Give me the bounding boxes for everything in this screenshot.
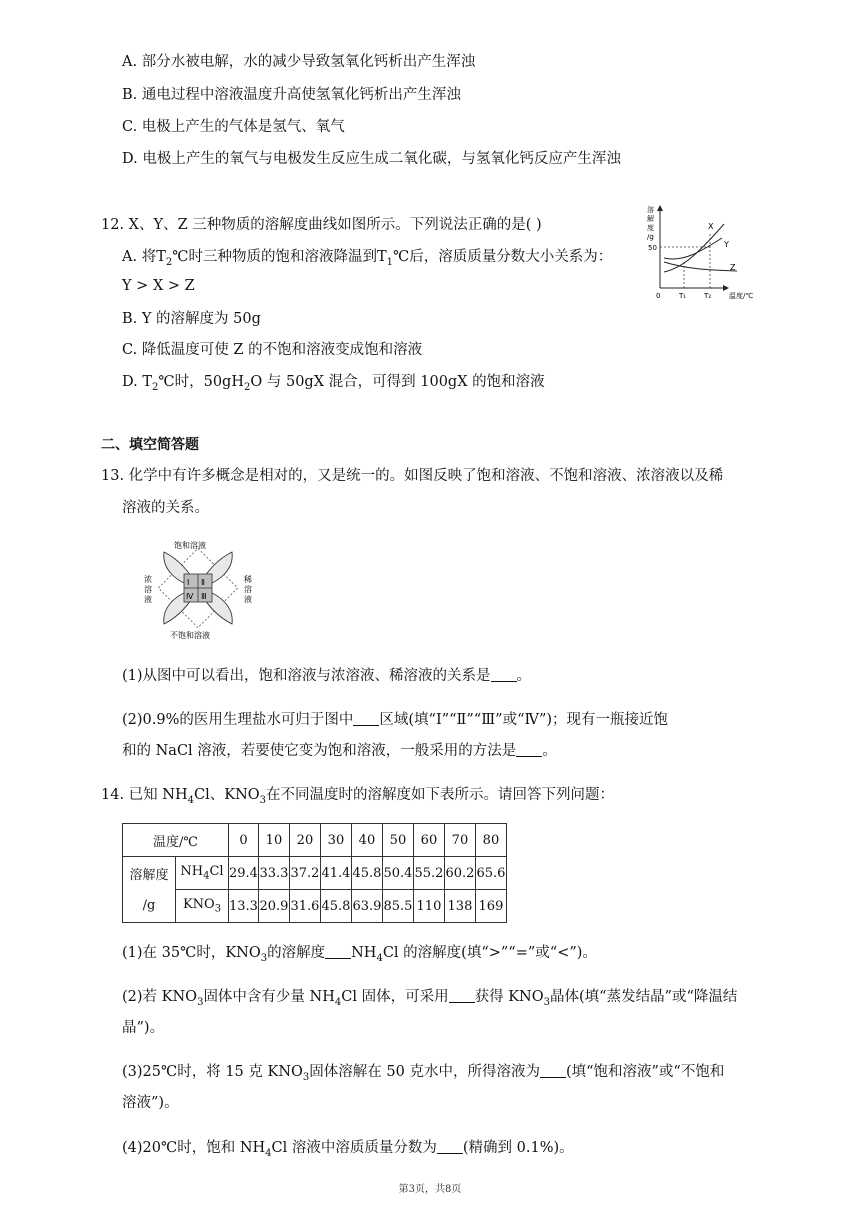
temp-cell: 30 (320, 824, 351, 857)
q13-stem: 13. 化学中有许多概念是相对的，又是统一的。如图反映了饱和溶液、不饱和溶液、浓溶液以及稀 (101, 468, 724, 484)
graph-y50-label: 50 (648, 244, 657, 252)
graph-origin: 0 (656, 292, 661, 300)
q11-option-c: C. 电极上产生的气体是氢气、氧气 (122, 119, 345, 135)
q12-stem: 12. X、Y、Z 三种物质的溶解度曲线如图所示。下列说法正确的是( ) (101, 217, 542, 233)
q12-option-a: A. 将$T_2℃$时三种物质的饱和溶液降温到$T_1℃$后，溶质质量分数大小关系为： (122, 249, 613, 268)
temp-cell: 0 (229, 824, 259, 857)
q12-option-c: C. 降低温度可使 Z 的不饱和溶液变成饱和溶液 (122, 342, 423, 358)
table-row (123, 824, 507, 857)
temp-cell: 20 (289, 824, 320, 857)
region-2: Ⅱ (201, 578, 205, 587)
page-footer: 第3页，共8页 (398, 1184, 462, 1195)
q13-part-2: (2)0.9%的医用生理盐水可归于图中 区域(填“Ⅰ”“Ⅱ”“Ⅲ”或“Ⅳ”)；现有一瓶接近饱 (122, 712, 669, 728)
q12-option-a-cont: Y > X > Z (122, 278, 195, 294)
q11-option-a: A. 部分水被电解，水的减少导致氢氧化钙析出产生浑浊 (122, 54, 476, 70)
answer-blank[interactable] (353, 711, 379, 726)
solubility-label: 溶解度 (123, 857, 176, 890)
section-heading: 二、填空简答题 (101, 437, 199, 453)
answer-blank[interactable] (491, 667, 517, 682)
q14-part-3: (3)25℃时，将 15 克 $KNO_3$固体溶解在 50 克水中，所得溶液为 (填“饱和溶液”或“不饱和 (122, 1064, 725, 1083)
label-unsaturated: 不饱和溶液 (170, 631, 210, 640)
graph-t1-label: T₁ (679, 292, 687, 300)
q14-part-2: (2)若 $KNO_3$固体中含有少量 $NH_4Cl$ 固体，可采用 获得 $KNO_3$晶体(填“蒸发结晶”或“降温结 (122, 989, 738, 1008)
kno3-cell: 31.6 (289, 890, 320, 923)
curve-z (664, 262, 737, 271)
graph-ylabel-4: /g (647, 233, 654, 241)
nh4cl-cell: 29.4 (229, 857, 259, 890)
temp-cell: 60 (413, 824, 444, 857)
region-4: Ⅳ (186, 592, 194, 601)
curve-x-label: X (708, 222, 714, 231)
region-1: Ⅰ (187, 578, 190, 587)
row-label-kno3: $KNO_3$ (176, 890, 229, 923)
kno3-cell: 169 (475, 890, 506, 923)
region-3: Ⅲ (201, 592, 207, 601)
q14-stem: 14. 已知 $NH_4Cl$、$KNO_3$在不同温度时的溶解度如下表所示。请回答下列问题： (101, 787, 615, 806)
solubility-curve-graph (642, 200, 762, 308)
temp-header: 温度/℃ (123, 824, 229, 857)
q11-option-d: D. 电极上产生的氧气与电极发生反应生成二氧化碳，与氢氧化钙反应产生浑浊 (122, 151, 621, 167)
temp-cell: 40 (351, 824, 382, 857)
curve-z-label: Z (730, 263, 736, 272)
q11-option-b: B. 通电过程中溶液温度升高使氢氧化钙析出产生浑浊 (122, 87, 461, 103)
graph-ylabel-1: 溶 (647, 206, 654, 214)
q12-option-b: B. Y 的溶解度为 50g (122, 311, 261, 327)
q12-option-d: D. $T_2℃$时，$50gH_2O$ 与 50gX 混合，可得到 100gX 的饱和溶液 (122, 374, 545, 393)
label-dilute-1: 稀 (244, 575, 252, 584)
label-concentrated-2: 溶 (144, 585, 152, 594)
kno3-cell: 45.8 (320, 890, 351, 923)
graph-ylabel-3: 度 (647, 224, 654, 232)
solution-venn-diagram (140, 538, 260, 646)
table-row (123, 890, 507, 923)
nh4cl-cell: 50.4 (382, 857, 413, 890)
q14-part-3-cont: 溶液”)。 (122, 1095, 179, 1111)
kno3-cell: 63.9 (351, 890, 382, 923)
graph-t2-label: T₂ (704, 292, 712, 300)
curve-y-label: Y (724, 240, 729, 249)
nh4cl-cell: 37.2 (289, 857, 320, 890)
q14-part-4: (4)20℃时，饱和 $NH_4Cl$ 溶液中溶质质量分数为 (精确到 0.1%)。 (122, 1140, 574, 1159)
kno3-cell: 20.9 (258, 890, 289, 923)
q13-stem-cont: 溶液的关系。 (122, 500, 209, 516)
kno3-cell: 13.3 (229, 890, 259, 923)
row-label-nh4cl: $NH_4Cl$ (176, 857, 229, 890)
table-row (123, 857, 507, 890)
nh4cl-cell: 33.3 (258, 857, 289, 890)
q13-part-1: (1)从图中可以看出，饱和溶液与浓溶液、稀溶液的关系是 。 (122, 668, 532, 684)
q14-part-2-cont: 晶”)。 (122, 1020, 165, 1036)
label-concentrated-1: 浓 (144, 575, 152, 584)
nh4cl-cell: 55.2 (413, 857, 444, 890)
answer-blank[interactable] (437, 1139, 463, 1154)
nh4cl-cell: 41.4 (320, 857, 351, 890)
nh4cl-cell: 45.8 (351, 857, 382, 890)
nh4cl-cell: 65.6 (475, 857, 506, 890)
solubility-table (122, 823, 507, 923)
solubility-unit: /g (123, 890, 176, 923)
kno3-cell: 138 (444, 890, 475, 923)
label-dilute-3: 液 (244, 595, 252, 604)
answer-blank[interactable] (540, 1063, 566, 1078)
nh4cl-cell: 60.2 (444, 857, 475, 890)
temp-cell: 10 (258, 824, 289, 857)
label-concentrated-3: 液 (144, 595, 152, 604)
label-saturated: 饱和溶液 (174, 541, 206, 550)
graph-ylabel-2: 解 (647, 215, 654, 223)
temp-cell: 50 (382, 824, 413, 857)
q14-part-1: (1)在 35℃时，$KNO_3$的溶解度 $NH_4Cl$ 的溶解度(填“>”“=”或“<”)。 (122, 945, 597, 964)
kno3-cell: 110 (413, 890, 444, 923)
kno3-cell: 85.5 (382, 890, 413, 923)
graph-xlabel: 温度/℃ (729, 292, 754, 300)
temp-cell: 70 (444, 824, 475, 857)
answer-blank[interactable] (325, 944, 351, 959)
temp-cell: 80 (475, 824, 506, 857)
answer-blank[interactable] (449, 988, 475, 1003)
label-dilute-2: 溶 (244, 585, 252, 594)
answer-blank[interactable] (516, 742, 542, 757)
q13-part-2-cont: 和的 NaCl 溶液，若要使它变为饱和溶液，一般采用的方法是 。 (122, 743, 557, 759)
